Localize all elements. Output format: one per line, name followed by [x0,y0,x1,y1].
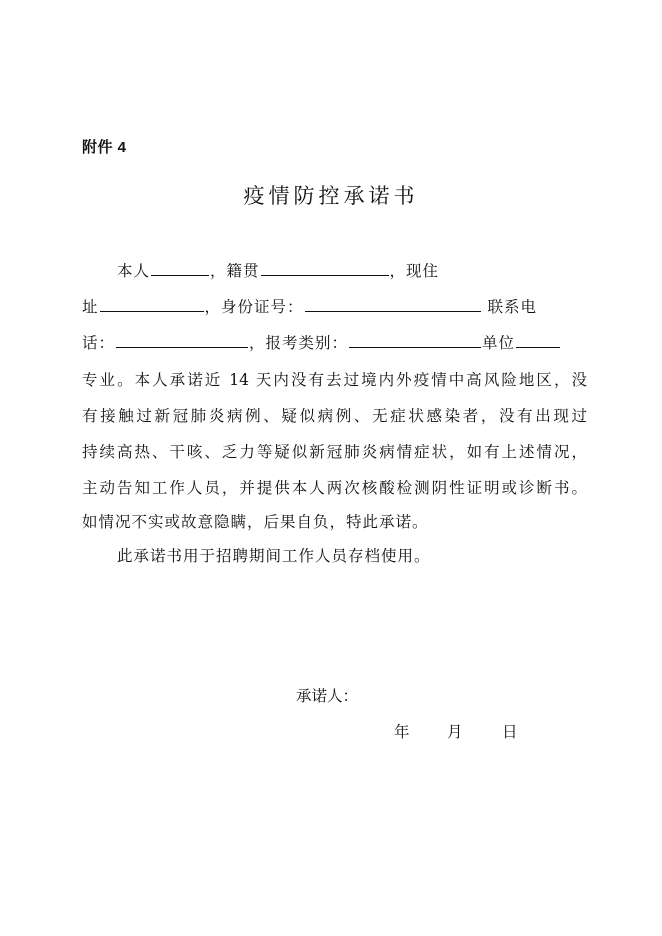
usage-note: 此承诺书用于招聘期间工作人员存档使用。 [117,547,431,565]
phone-blank[interactable] [116,332,248,348]
date-day: 日 [502,723,518,741]
date-year: 年 [394,723,410,741]
name-label: 本人 [117,262,151,280]
document-title: 疫情防控承诺书 [243,184,419,208]
name-blank[interactable] [151,260,209,276]
origin-label: ，籍贯 [210,262,260,280]
category-label: ，报考类别： [249,334,349,352]
contact-label: 联系电 [487,298,537,316]
origin-blank[interactable] [261,260,389,276]
body-line-2: 有接触过新冠肺炎病例、疑似病例、无症状感染者，没有出现过 [82,407,587,425]
attachment-label: 附件 4 [82,139,127,156]
date-month: 月 [447,723,463,741]
unit-label: 单位 [482,334,516,352]
body-line-4: 主动告知工作人员，并提供本人两次核酸检测阴性证明或诊断书。 [82,479,587,497]
category-blank[interactable] [349,332,481,348]
form-line-3 [82,332,561,353]
address-blank[interactable] [100,296,204,312]
closing-line: 如情况不实或故意隐瞒，后果自负，特此承诺。 [82,513,429,531]
form-line-1 [117,260,439,281]
unit-blank[interactable] [516,332,560,348]
body-line-1: 专业。本人承诺近 14 天内没有去过境内外疫情中高风险地区，没 [82,371,587,389]
phone-label: 话： [82,334,116,352]
residence-label: ，现住 [389,262,440,280]
form-line-2 [82,296,537,317]
signature-label: 承诺人： [296,687,359,705]
id-number-blank[interactable] [305,296,481,312]
id-number-label: ，身份证号： [204,298,304,316]
address-label: 址 [82,298,99,316]
body-line-3: 持续高热、干咳、乏力等疑似新冠肺炎病情症状，如有上述情况， [82,443,587,461]
